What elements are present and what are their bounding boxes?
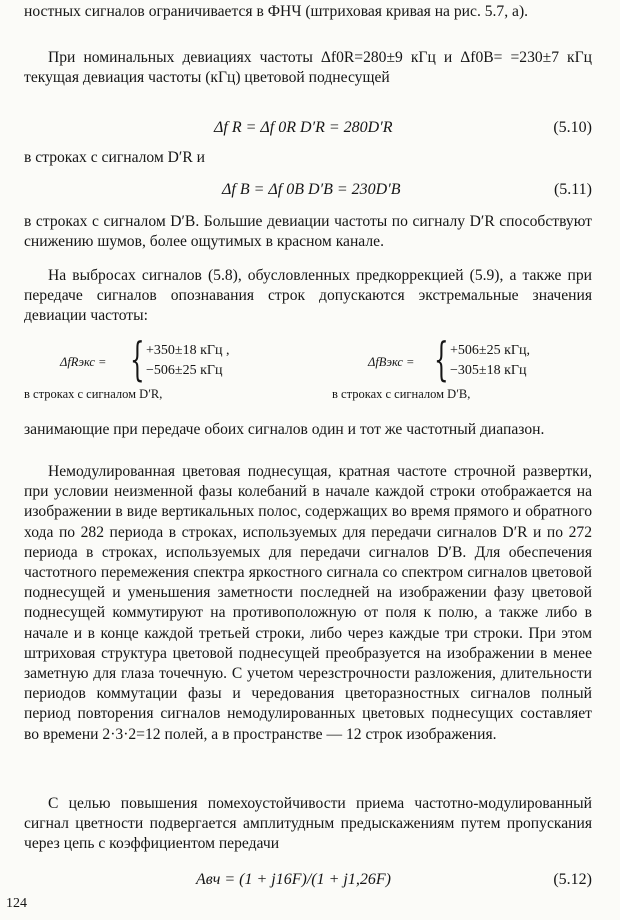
extreme-b-caption: в строках с сигналом D′B, [332,387,471,401]
equation-5-11-formula: Δf B = Δf 0B D′B = 230D′B [222,181,401,198]
paragraph-2: При номинальных девиациях частоты Δf0R=280±9 кГц и Δf0B= =230±7 кГц текущая девиация частоты (кГц) цветовой поднесущей [24,49,592,87]
paragraph-1: ностных сигналов ограничивается в ФНЧ (штриховая кривая на рис. 5.7, а). [24,3,529,20]
extreme-r-line1: +350±18 кГц , [146,343,230,358]
paragraph-6: занимающие при передаче обоих сигналов один и тот же частотный диапазон. [24,421,545,438]
extreme-r-line2: −506±25 кГц [146,363,223,378]
equation-5-12-number: (5.12) [553,871,592,888]
paragraph-3: в строках с сигналом D′R и [24,149,205,166]
extreme-r-label: ΔfRэкс = [60,355,107,369]
paragraph-4: в строках с сигналом D′B. Большие девиации частоты по сигналу D′R способствуют снижению шумов, более ощутимых в красном канале. [24,213,592,251]
equation-5-12-formula: Aвч = (1 + j16F)/(1 + j1,26F) [196,871,391,888]
extreme-b-line1: +506±25 кГц, [450,343,530,358]
equation-5-10-number: (5.10) [553,119,592,136]
page-number: 124 [6,896,27,911]
paragraph-5: На выбросах сигналов (5.8), обусловленных предкоррекцией (5.9), а также при передаче сигналов опознавания строк допускаются экстремальные значения девиации частоты: [24,267,592,325]
extreme-b-line2: −305±18 кГц [450,363,527,378]
paragraph-8: С целью повышения помехоустойчивости приема частотно-модулированный сигнал цветности подвергается амплитудным предыскажениям путем пропускания через цепь с коэффициентом передачи [24,795,592,853]
paragraph-7: Немодулированная цветовая поднесущая, кратная частоте строчной развертки, при условии неизменной фазы колебаний в начале каждой строки отображается на изображении в виде вертикальных полос, содержащих во время прямого и обратного хода по 282 периода в строках, используемых для передачи сигналов D′R и по 272 периода в строках, используемых для передачи сигналов D′B. Для обеспечения частотного перемежения спектра яркостного сигнала со спектром сигналов цветовой поднесущей и уменьшения заметности последней на изображении фазу цветовой поднесущей коммутируют на противоположную от поля к полю, а также либо в начале и в конце каждой третьей строки, либо через каждые три строки. При этом штриховая структура цветовой поднесущей преобразуется на изображении в менее заметную для глаза точечную. С учетом черезстрочности разложения, длительности периодов коммутации фазы и чередования цветоразностных сигналов полный период повторения сигналов немодулированных цветовых поднесущих составляет во времени 2·3·2=12 полей, а в пространстве — 12 строк изображения. [24,463,592,743]
brace-r: { [130,332,145,386]
extreme-b-label: ΔfBэкс = [368,355,415,369]
equation-5-10-formula: Δf R = Δf 0R D′R = 280D′R [214,119,393,136]
equation-5-11-number: (5.11) [553,181,592,198]
brace-b: { [434,332,449,386]
extreme-r-caption: в строках с сигналом D′R, [24,387,163,401]
